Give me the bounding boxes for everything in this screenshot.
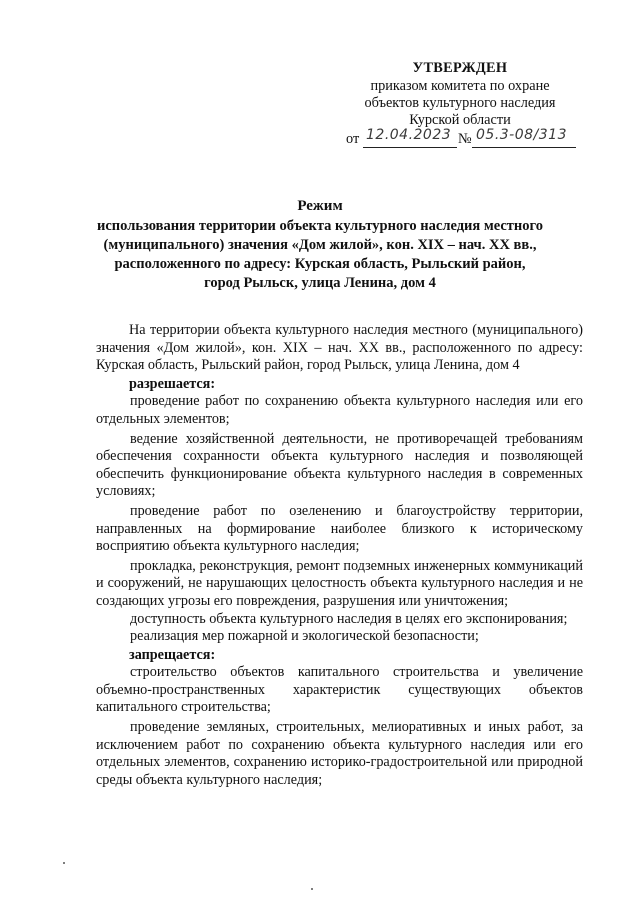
allowed-item: ведение хозяйственной деятельности, не противоречащей требованиям обеспечения сохранности объекта культурного наследия и позволяющей обеспечить функционирование объекта культурного наследия в современных условиях; [96, 430, 583, 500]
approval-line-1: приказом комитета по охране [370, 78, 550, 94]
approval-line-2: объектов культурного наследия [364, 95, 556, 111]
allowed-item: доступность объекта культурного наследия в целях его экспонирования; [130, 610, 568, 627]
forbidden-item: строительство объектов капитального строительства и увеличение объемно-пространственных характеристик существующих объектов капитального строительства; [96, 664, 583, 716]
scan-speck [311, 888, 313, 890]
approval-line-3: Курской области [409, 112, 511, 128]
heading-line-4: город Рыльск, улица Ленина, дом 4 [204, 275, 436, 291]
heading-word: Режим [297, 198, 343, 214]
number-underline [472, 147, 576, 148]
heading-line-1: использования территории объекта культурного наследия местного [96, 218, 544, 234]
intro-paragraph: На территории объекта культурного наследия местного (муниципального) значения «Дом жилой», кон. XIX – нач. XX вв., расположенного по адресу: Курская область, Рыльский район, город Рыльск, улица Ленина, дом 4 [96, 322, 583, 374]
allowed-item: проведение работ по озеленению и благоустройству территории, направленных на формирование наиболее близкого к историческому восприятию объекта культурного наследия; [96, 502, 583, 555]
allowed-item: прокладка, реконструкция, ремонт подземных инженерных коммуникаций и сооружений, не нарушающих целостность объекта культурного наследия и не создающих угрозы его повреждения, разрушения или уничтожения; [96, 557, 583, 609]
scan-speck [63, 862, 65, 864]
document-body [96, 322, 583, 789]
allowed-item: реализация мер пожарной и экологической безопасности; [130, 628, 479, 645]
forbidden-header: запрещается: [129, 646, 216, 663]
document-heading [60, 197, 580, 293]
number-label: № [458, 131, 472, 147]
heading-line-3: расположенного по адресу: Курская область, Рыльский район, [114, 256, 526, 272]
handwritten-date: 12.04.2023 [366, 127, 452, 143]
allowed-item: проведение работ по сохранению объекта культурного наследия или его отдельных элементов; [96, 393, 583, 427]
from-label: от [346, 131, 360, 147]
approval-title: УТВЕРЖДЕН [412, 60, 508, 76]
approval-date-number-line [346, 129, 576, 151]
handwritten-number: 05.3-08/313 [476, 127, 567, 143]
approval-block [345, 60, 575, 129]
date-underline [363, 147, 457, 148]
forbidden-item: проведение земляных, строительных, мелиоративных и иных работ, за исключением работ по сохранению объекта культурного наследия или его отдельных элементов, сохранению историко-градостроительной или природной среды объекта культурного наследия; [96, 719, 583, 788]
allowed-header: разрешается: [129, 375, 216, 392]
heading-line-2: (муниципального) значения «Дом жилой», кон. XIX – нач. XX вв., [103, 237, 537, 253]
